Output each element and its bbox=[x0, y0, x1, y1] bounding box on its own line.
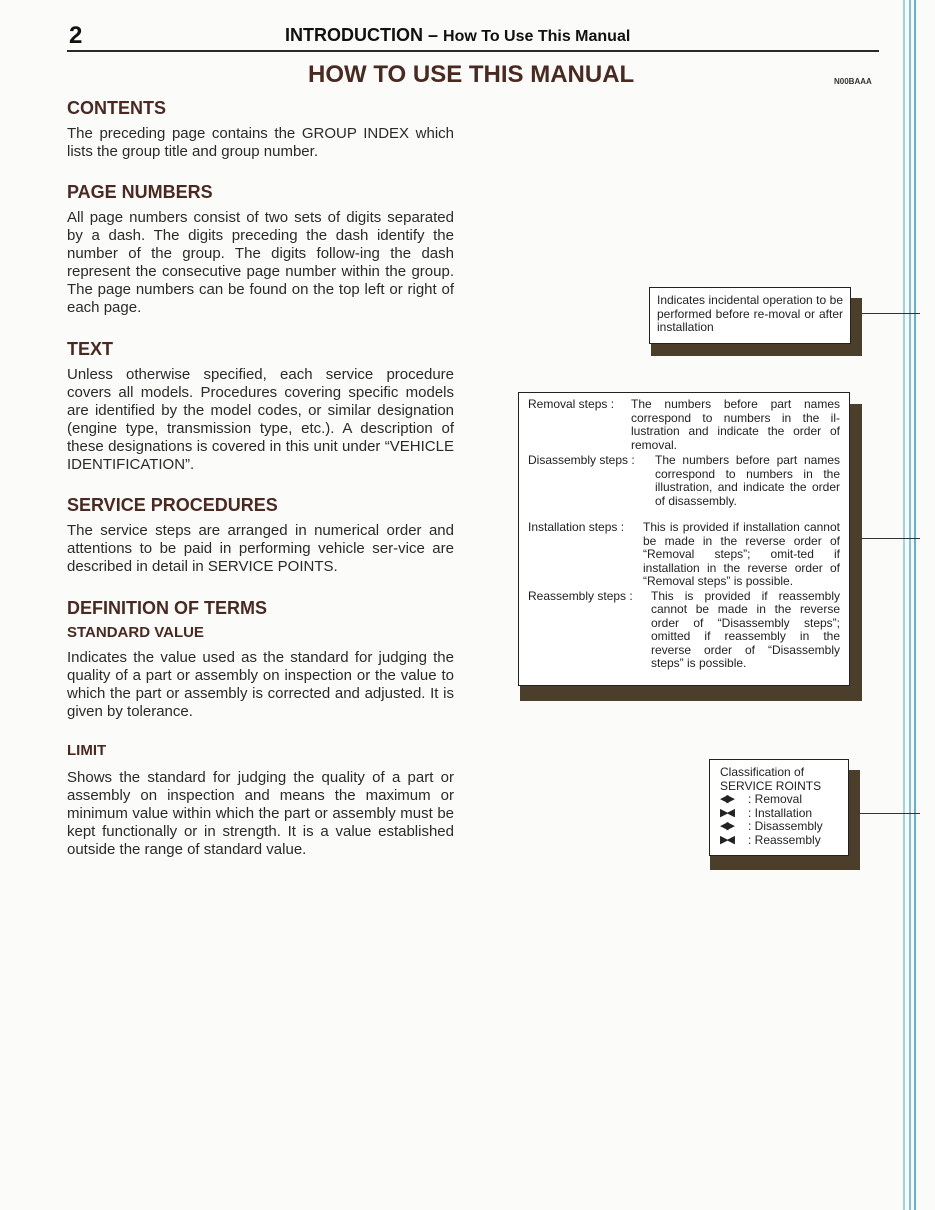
header-subtitle: How To Use This Manual bbox=[443, 28, 631, 45]
edge-line-2 bbox=[909, 0, 911, 1210]
limit-body: Shows the standard for judging the quality of a part or assembly on inspection and means the maximum or minimum value within which the part or assembly must be kept functionally or in strength. It is a value established outside the range of standard value. bbox=[67, 769, 454, 858]
reassembly-steps-text: This is provided if reassembly cannot be made in the reverse order of “Disassembly steps”; omitted if reassembly in the reverse order of “Disassembly steps” is possible. bbox=[651, 588, 840, 670]
reassembly-symbol-label: : Reassembly bbox=[748, 832, 821, 847]
installation-steps-text: This is provided if installation cannot be made in the reverse order of “Removal steps”; omit-ted if installation in the reverse order of “Removal steps” is possible. bbox=[643, 520, 840, 588]
classification-title-line1: Classification of bbox=[720, 765, 805, 779]
installation-steps bbox=[528, 521, 840, 589]
classification-leader-line bbox=[860, 813, 920, 814]
disassembly-steps bbox=[528, 454, 840, 508]
reassembly-steps bbox=[528, 590, 840, 671]
disassembly-steps-text: The numbers before part names correspond to numbers in the illustration, and indicate the order of disassembly. bbox=[655, 453, 840, 508]
contents-body: The preceding page contains the GROUP INDEX which lists the group title and group number. bbox=[67, 125, 454, 160]
service-procedures-body: The service steps are arranged in numerical order and attentions to be paid in performing vehicle ser-vice are described in detail in SERVICE POINTS. bbox=[67, 522, 454, 575]
classification-item-disassembly bbox=[720, 820, 838, 834]
classification-item-removal bbox=[720, 793, 838, 807]
text-heading: TEXT bbox=[67, 339, 114, 359]
removal-steps-text: The numbers before part names correspond to numbers in the il-lustration and indicate the order of removal. bbox=[631, 397, 840, 452]
installation-steps-label: Installation steps : bbox=[528, 520, 625, 534]
classification-title-line2: SERVICE ROINTS bbox=[720, 778, 822, 793]
removal-symbol-label: : Removal bbox=[748, 792, 803, 806]
limit-heading: LIMIT bbox=[67, 742, 107, 759]
contents-heading: CONTENTS bbox=[67, 98, 166, 118]
installation-symbol-icon: ▶◀ bbox=[720, 806, 733, 819]
edge-line-1 bbox=[903, 0, 905, 1210]
steps-leader-line bbox=[862, 538, 920, 539]
removal-steps-label: Removal steps : bbox=[528, 397, 615, 411]
removal-steps bbox=[528, 398, 840, 452]
disassembly-symbol-label: : Disassembly bbox=[748, 819, 823, 833]
service-procedures-heading: SERVICE PROCEDURES bbox=[67, 495, 278, 515]
page-header bbox=[67, 22, 879, 52]
incidental-leader-line bbox=[862, 313, 920, 314]
definition-of-terms-heading: DEFINITION OF TERMS bbox=[67, 598, 267, 618]
header-title bbox=[285, 25, 630, 46]
page-number: 2 bbox=[69, 22, 83, 49]
disassembly-symbol-icon: ◀▶ bbox=[720, 820, 733, 832]
steps-callout-box bbox=[518, 392, 850, 686]
standard-value-heading: STANDARD VALUE bbox=[67, 624, 204, 641]
header-title-main: INTRODUCTION – bbox=[285, 25, 444, 45]
installation-symbol-label: : Installation bbox=[748, 805, 813, 820]
classification-item-reassembly bbox=[720, 834, 838, 848]
edge-line-3 bbox=[914, 0, 916, 1210]
page-numbers-heading: PAGE NUMBERS bbox=[67, 182, 213, 202]
incidental-callout-text: Indicates incidental operation to be performed before re-moval or after installation bbox=[657, 293, 843, 334]
standard-value-body: Indicates the value used as the standard for judging the quality of a part or assembly on inspection or the value to which the part or assembly is corrected and adjusted. It is given by tolerance. bbox=[67, 649, 454, 720]
classification-item-installation bbox=[720, 807, 838, 821]
text-body: Unless otherwise specified, each service procedure covers all models. Procedures covering specific models are identified by the model codes, or similar designation (engine type, transmission type, etc.). A description of these designations is covered in this unit under “VEHICLE IDENTIFICATION”. bbox=[67, 366, 454, 473]
incidental-callout-box bbox=[649, 287, 851, 344]
reassembly-steps-label: Reassembly steps : bbox=[528, 588, 633, 603]
reassembly-symbol-icon: ▶◀ bbox=[720, 833, 733, 846]
page-title: HOW TO USE THIS MANUAL bbox=[308, 61, 635, 88]
classification-callout-box bbox=[709, 759, 849, 856]
disassembly-steps-label: Disassembly steps : bbox=[528, 453, 635, 467]
page-numbers-body: All page numbers consist of two sets of digits separated by a dash. The digits preceding the dash identify the number of the group. The digits follow-ing the dash represent the consecutive page number within the group. The page numbers can be found on the top left or right of each page. bbox=[67, 209, 454, 316]
document-code: N00BAAA bbox=[834, 77, 872, 86]
removal-symbol-icon: ◀▶ bbox=[720, 793, 733, 805]
